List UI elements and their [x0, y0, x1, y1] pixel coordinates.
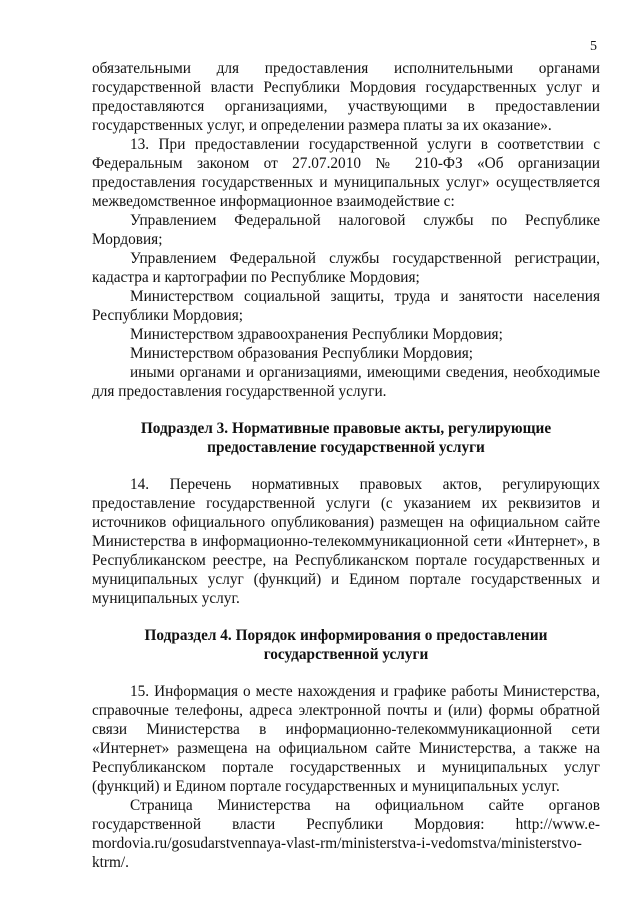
section-3-title-line2: предоставление государственной услуги: [207, 439, 485, 456]
paragraph-website: Страница Министерства на официальном сайте органов государственной власти Республики Мордовия: http://www.e-mordovia.ru/gosudarstvennaya-vlast-rm/ministerstva-i-vedomstva/ministerstvo-ktrm/.: [92, 797, 600, 871]
section-4-title-line1: Подраздел 4. Порядок информирования о предоставлении: [144, 627, 548, 644]
section-3-heading: [92, 419, 600, 457]
list-item-social-ministry: Министерством социальной защиты, труда и занятости населения Республики Мордовия;: [92, 288, 600, 324]
paragraph-continuation: обязательными для предоставления исполнительными органами государственной власти Республики Мордовия государственных услуг и предоставляются организациями, участвующими в предоставлении государственных услуг, и определении размера платы за их оказание».: [92, 60, 600, 134]
document-body: [92, 59, 600, 872]
paragraph-14: 14. Перечень нормативных правовых актов, регулирующих предоставление государственной услуги (с указанием их реквизитов и источников официального опубликования) размещен на официальном сайте Министерства в информационно-телекоммуникационной сети «Интернет», в Республиканском реестре, на Республиканском портале государственных и муниципальных услуг (функций) и Едином портале государственных и муниципальных услуг.: [92, 476, 600, 607]
list-item-other-bodies: иными органами и организациями, имеющими сведения, необходимые для предоставления государственной услуги.: [92, 364, 600, 400]
paragraph-15: 15. Информация о месте нахождения и графике работы Министерства, справочные телефоны, адреса электронной почты и (или) формы обратной связи Министерства в информационно-телекоммуникационной сети «Интернет» размещена на официальном сайте Министерства, а также на Республиканском портале государственных и муниципальных услуг (функций) и Едином портале государственных и муниципальных услуг.: [92, 683, 600, 795]
page-number: 5: [590, 39, 597, 54]
paragraph-13: 13. При предоставлении государственной услуги в соответствии с Федеральным законом от 27.07.2010 № 210-ФЗ «Об организации предоставления государственных и муниципальных услуг» осуществляется межведомственное информационное взаимодействие с:: [92, 136, 600, 210]
list-item-education-ministry: Министерством образования Республики Мордовия;: [130, 345, 474, 362]
section-4-heading: [92, 626, 600, 664]
section-3-title-line1: Подраздел 3. Нормативные правовые акты, регулирующие: [140, 420, 552, 437]
list-item-registration-service: Управлением Федеральной службы государственной регистрации, кадастра и картографии по Республике Мордовия;: [92, 250, 600, 286]
section-4-title-line2: государственной услуги: [263, 646, 429, 663]
list-item-health-ministry: Министерством здравоохранения Республики Мордовия;: [130, 326, 503, 343]
list-item-tax-service: Управлением Федеральной налоговой службы по Республике Мордовия;: [92, 212, 600, 248]
